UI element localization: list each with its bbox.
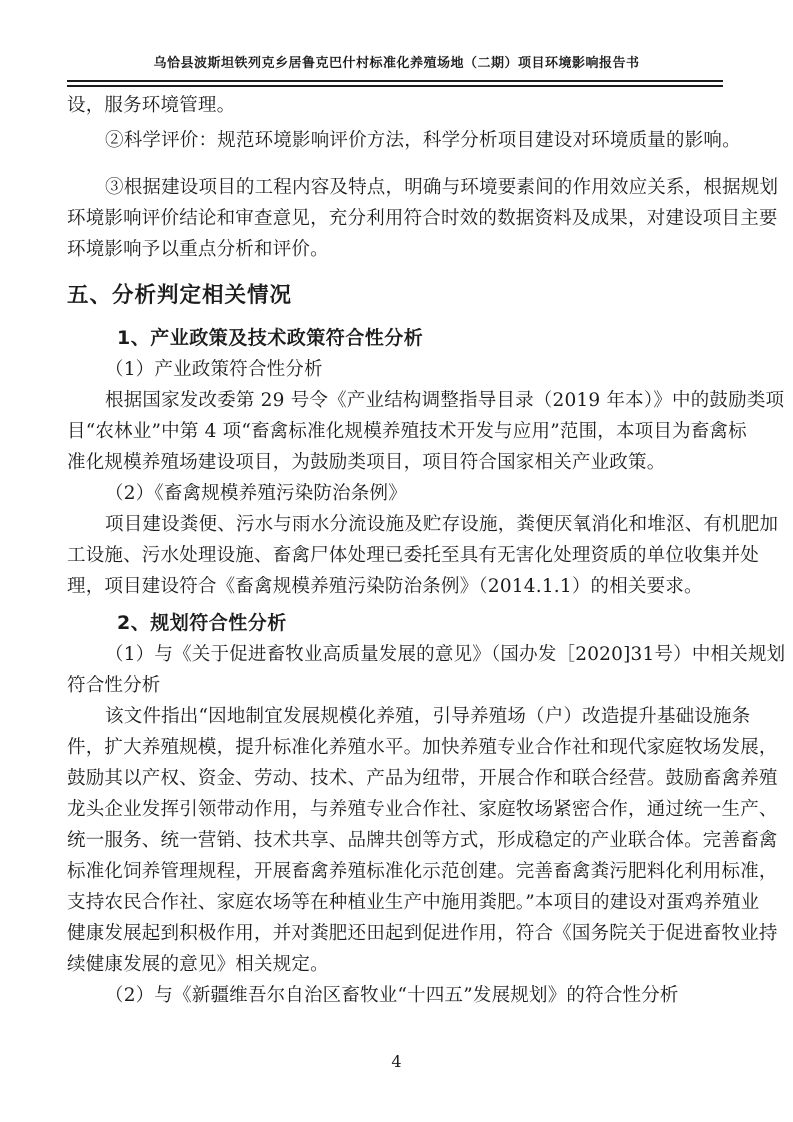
body-text-line: 根据国家发改委第 29 号令《产业结构调整指导目录（2019 年本）》中的鼓励类项 (105, 390, 785, 411)
body-text-line: （2）《畜禽规模养殖污染防治条例》 (105, 483, 407, 504)
body-text-line: 工设施、污水处理设施、畜禽尸体处理已委托至具有无害化处理资质的单位收集并处 (67, 545, 759, 566)
body-text-line: 龙头企业发挥引领带动作用，与养殖专业合作社、家庭牧场紧密合作，通过统一生产、 (67, 799, 778, 820)
body-text-line: 环境影响予以重点分析和评价。 (67, 239, 329, 260)
document-footer (0, 1052, 793, 1071)
body-text-line: 环境影响评价结论和审查意见，充分利用符合时效的数据资料及成果，对建设项目主要 (67, 208, 778, 229)
body-text-line: 设，服务环境管理。 (67, 95, 236, 116)
body-text-line: 健康发展起到积极作用，并对粪肥还田起到促进作用，符合《国务院关于促进畜牧业持 (67, 923, 778, 944)
body-text-line: ③根据建设项目的工程内容及特点，明确与环境要素间的作用效应关系，根据规划 (105, 177, 779, 198)
body-text-line: 统一服务、统一营销、技术共享、品牌共创等方式，形成稳定的产业联合体。完善畜禽 (67, 830, 778, 851)
body-text-line: 支持农民合作社、家庭农场等在种植业生产中施用粪肥。”本项目的建设对蛋鸡养殖业 (67, 892, 760, 913)
body-text-line: ②科学评价：规范环境影响评价方法，科学分析项目建设对环境质量的影响。 (105, 130, 741, 151)
body-text-line: 理，项目建设符合《畜禽规模养殖污染防治条例》（2014.1.1）的相关要求。 (67, 576, 703, 597)
body-text-line: （1）产业政策符合性分析 (105, 359, 323, 380)
body-text-line: 标准化饲养管理规程，开展畜禽养殖标准化示范创建。完善畜禽粪污肥料化利用标准， (67, 861, 778, 882)
body-text-line: 鼓励其以产权、资金、劳动、技术、产品为纽带，开展合作和联合经营。鼓励畜禽养殖 (67, 768, 778, 789)
section-heading: 五、分析判定相关情况 (67, 283, 293, 308)
body-text-line: 该文件指出“因地制宜发展规模化养殖，引导养殖场（户）改造提升基础设施条 (105, 706, 751, 727)
body-text-line: （2）与《新疆维吾尔自治区畜牧业“十四五”发展规划》的符合性分析 (105, 985, 679, 1006)
subsection-heading: 1、产业政策及技术政策符合性分析 (117, 327, 424, 349)
body-text-line: 续健康发展的意见》相关规定。 (67, 954, 329, 975)
body-text-line: 件，扩大养殖规模，提升标准化养殖水平。加快养殖专业合作社和现代家庭牧场发展， (67, 737, 778, 758)
body-text-line: 符合性分析 (67, 675, 161, 696)
body-text-line: 准化规模养殖场建设项目，为鼓励类项目，项目符合国家相关产业政策。 (67, 452, 666, 473)
header-double-rule (67, 80, 723, 87)
running-header-title: 乌恰县波斯坦铁列克乡居鲁克巴什村标准化养殖场地（二期）项目环境影响报告书 (153, 56, 640, 71)
body-text-line: 项目建设粪便、污水与雨水分流设施及贮存设施，粪便厌氧消化和堆沤、有机肥加 (105, 514, 779, 535)
subsection-heading: 2、规划符合性分析 (117, 612, 287, 634)
page-number: 4 (391, 1052, 402, 1071)
body-text-line: 目“农林业”中第 4 项“畜禽标准化规模养殖技术开发与应用”范围，本项目为畜禽标 (67, 421, 747, 442)
document-body (67, 90, 786, 1011)
body-text-line: （1）与《关于促进畜牧业高质量发展的意见》（国办发［2020]31号）中相关规划 (105, 644, 786, 665)
